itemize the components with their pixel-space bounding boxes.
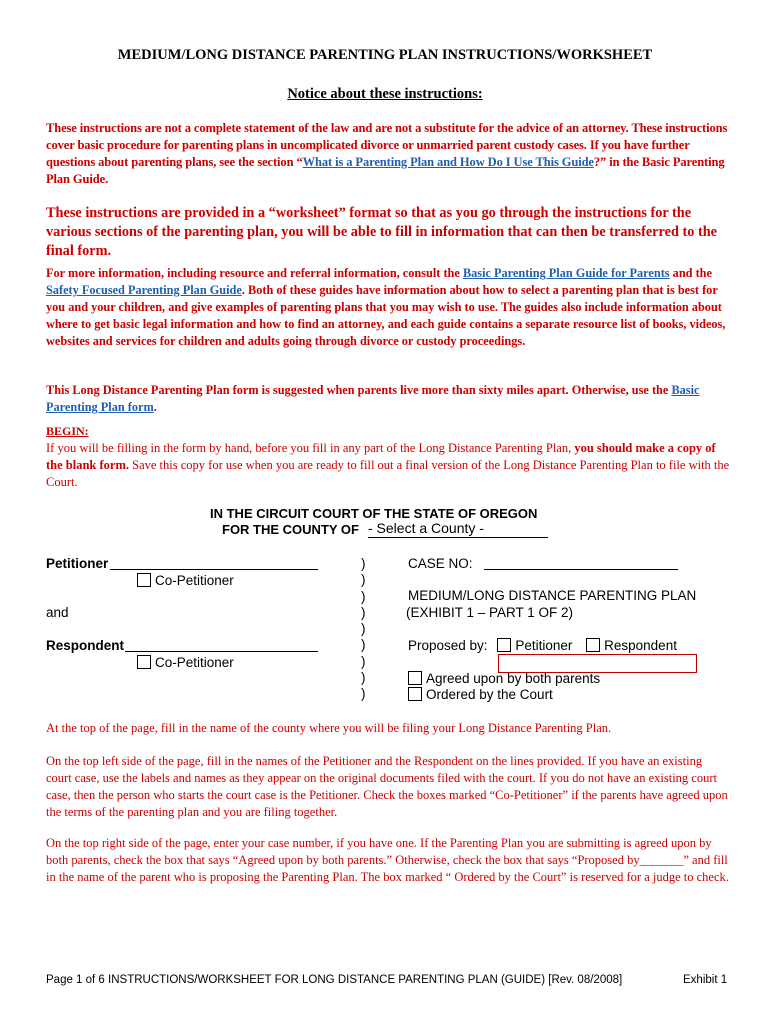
resources-text-b: and the [669, 266, 712, 280]
notice-paragraph [46, 120, 730, 188]
begin-paragraph [46, 440, 730, 491]
paren: ) [361, 637, 366, 653]
caption-divider [361, 556, 366, 703]
worksheet-format-paragraph: These instructions are provided in a “worksheet” format so that as you go through the instructions for the various sections of the parenting plan, you will be able to fill in information that can then be transferred to the final form. [46, 205, 718, 259]
proposed-by-row [408, 638, 677, 653]
resources-text-a: For more information, including resource and referral information, consult the [46, 266, 463, 280]
co-petitioner-label-2: Co-Petitioner [155, 655, 234, 670]
long-distance-text-a: This Long Distance Parenting Plan form is suggested when parents live more than sixty miles apart. Otherwise, use the [46, 383, 672, 397]
paren: ) [361, 670, 366, 686]
proposed-by-label: Proposed by: [408, 638, 488, 653]
exhibit-footer: Exhibit 1 [683, 974, 728, 986]
petitioner-name-field[interactable] [110, 569, 318, 570]
case-no-label: CASE NO: [408, 556, 473, 571]
paren: ) [361, 556, 366, 571]
county-label: FOR THE COUNTY OF [222, 522, 359, 537]
resources-paragraph [46, 265, 730, 350]
co-petitioner-label-1: Co-Petitioner [155, 573, 234, 588]
petitioner-label: Petitioner [46, 556, 109, 571]
notice-text-a: These instructions are not a complete statement of the law and are not a substitute for the advice of an attorney. These instructions cover basic procedure for parenting plans in uncomplicated divorce or unmarried parent custody cases. If you have further questions about parenting plans, see the section “ [46, 121, 728, 169]
respondent-name-field[interactable] [125, 651, 318, 652]
safety-guide-link[interactable]: Safety Focused Parenting Plan Guide [46, 283, 242, 297]
case-number-instruction: On the top right side of the page, enter your case number, if you have one. If the Parenting Plan you are submitting is agreed upon by both parents, check the box that says “Agreed upon by both parents.” Otherwise, check the box that says “Proposed by_______” and fill in the name of the parent who is proposing the Parenting Plan. The box marked “ Ordered by the Court” is reserved for a judge to check. [46, 836, 729, 884]
ordered-option [408, 687, 553, 702]
court-heading: IN THE CIRCUIT COURT OF THE STATE OF OREGON [210, 506, 538, 521]
guide-section-link[interactable]: What is a Parenting Plan and How Do I Use This Guide [302, 155, 594, 169]
resources-text-c: . Both of these guides have information about how to select a parenting plan that is best for you and your children, and give examples of parenting plans that you may wish to use. The guides also include information about where to get basic legal information and how to find an attorney, and each guide contains a separate resource list of books, videos, websites and services for children and adults going through divorce or custody proceedings. [46, 283, 726, 348]
proposed-respondent-checkbox[interactable] [586, 638, 600, 652]
proposed-petitioner-label: Petitioner [515, 638, 573, 653]
paren: ) [361, 686, 366, 702]
proposed-petitioner-checkbox[interactable] [497, 638, 511, 652]
begin-text-b: Save this copy for use when you are ready to fill out a final version of the Long Distance Parenting Plan to file with the Court. [46, 458, 730, 489]
begin-text-a: If you will be filling in the form by hand, before you fill in any part of the Long Distance Parenting Plan, [46, 441, 575, 455]
agreed-checkbox[interactable] [408, 671, 422, 685]
paren: ) [361, 572, 366, 588]
agreed-option [408, 671, 600, 686]
names-instruction: On the top left side of the page, fill in the names of the Petitioner and the Respondent on the lines provided. If you have an existing court case, use the labels and names as they appear on the original documents filed with the court. If you do not have an existing court case, then the person who starts the court case is the Petitioner. Check the boxes marked “Co-Petitioner” if the parents have agreed upon the terms of the parenting plan and you are filing together. [46, 754, 728, 819]
county-select[interactable]: - Select a County - [368, 520, 548, 538]
notice-heading: Notice about these instructions: [287, 86, 483, 102]
page-footer: Page 1 of 6 INSTRUCTIONS/WORKSHEET FOR LONG DISTANCE PARENTING PLAN (GUIDE) [Rev. 08/2008] [46, 974, 623, 986]
co-petitioner-option-2 [137, 655, 234, 670]
basic-guide-link[interactable]: Basic Parenting Plan Guide for Parents [462, 266, 670, 280]
ordered-checkbox[interactable] [408, 687, 422, 701]
county-instruction: At the top of the page, fill in the name of the county where you will be filing your Long Distance Parenting Plan. [46, 721, 612, 735]
exhibit-label: (EXHIBIT 1 – PART 1 OF 2) [406, 605, 574, 620]
and-label: and [46, 605, 69, 620]
basic-plan-form-link[interactable]: Basic Parenting Plan form [46, 383, 700, 414]
co-petitioner-checkbox-1[interactable] [137, 573, 151, 587]
respondent-label: Respondent [46, 638, 125, 653]
plan-title: MEDIUM/LONG DISTANCE PARENTING PLAN [408, 588, 697, 603]
co-petitioner-option-1 [137, 573, 234, 588]
long-distance-text-b: . [153, 400, 157, 414]
agreed-label: Agreed upon by both parents [426, 671, 601, 686]
co-petitioner-checkbox-2[interactable] [137, 655, 151, 669]
case-number-field[interactable] [484, 569, 678, 570]
begin-text-bold: you should make a copy of the blank form. [46, 441, 716, 472]
paren: ) [361, 653, 366, 669]
long-distance-paragraph [46, 382, 730, 416]
notice-text-b: ?” in the Basic Parenting Plan Guide. [46, 155, 725, 186]
begin-label: BEGIN: [46, 424, 89, 438]
document-title: MEDIUM/LONG DISTANCE PARENTING PLAN INSTRUCTIONS/WORKSHEET [117, 47, 653, 63]
paren: ) [361, 621, 366, 637]
ordered-label: Ordered by the Court [426, 687, 553, 702]
paren: ) [361, 604, 366, 620]
paren: ) [361, 588, 366, 604]
proposed-respondent-label: Respondent [604, 638, 677, 653]
